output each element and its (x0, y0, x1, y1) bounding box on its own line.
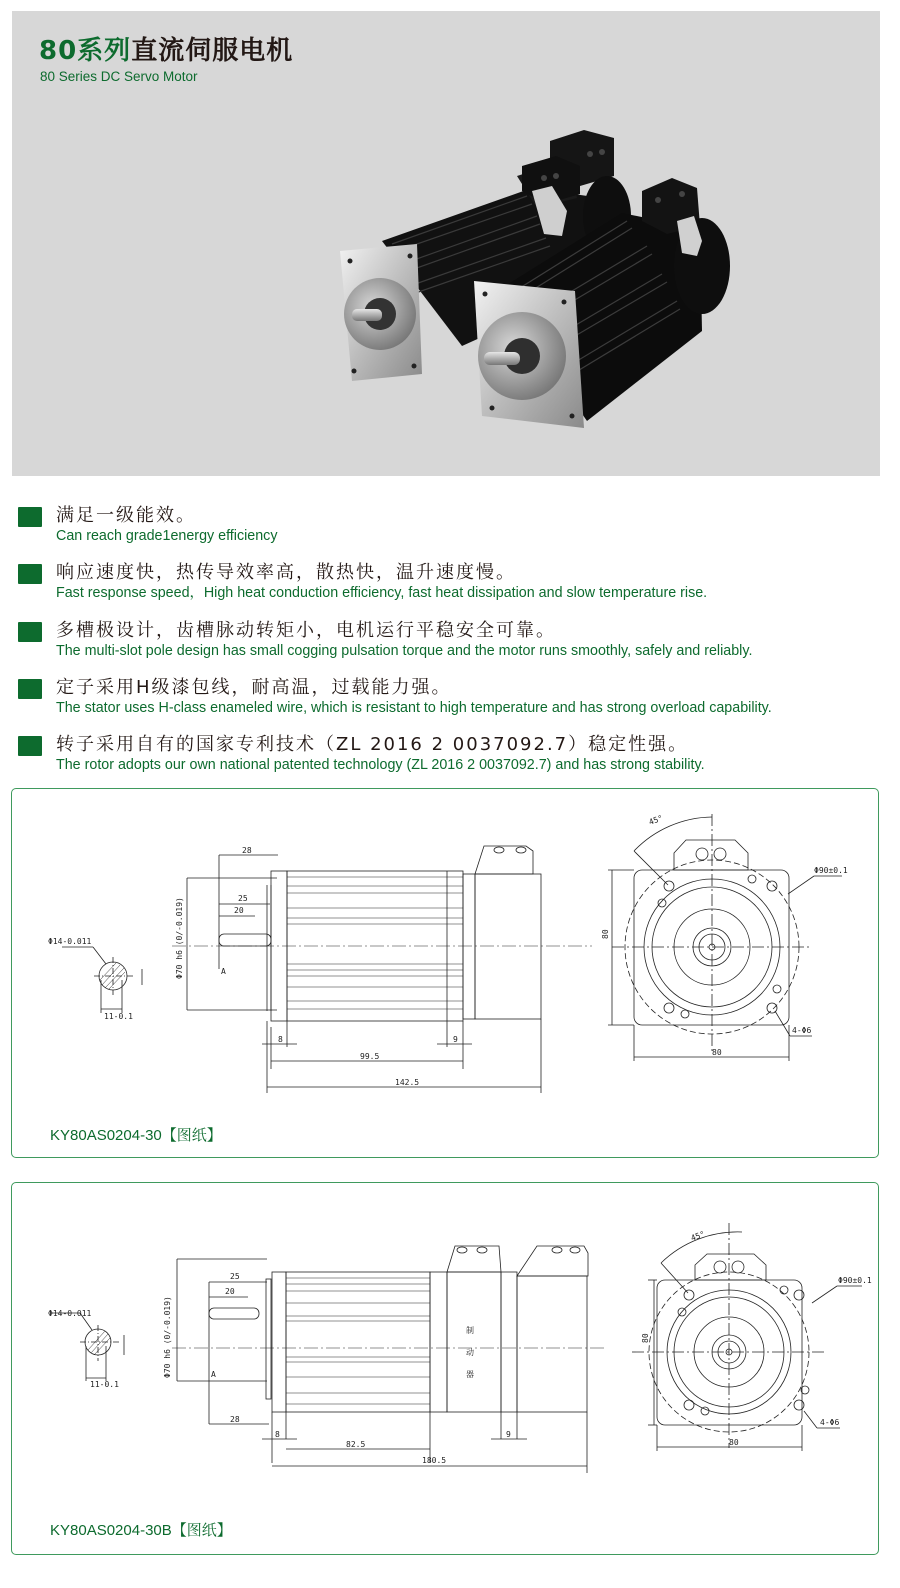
title-accent: 80系列 (39, 36, 132, 66)
svg-text:80: 80 (601, 929, 610, 939)
svg-text:80: 80 (712, 1048, 722, 1057)
svg-text:9: 9 (453, 1035, 458, 1044)
feature-item (18, 732, 888, 789)
svg-text:11-0.1: 11-0.1 (90, 1380, 119, 1389)
feature-en: Can reach grade1energy efficiency (56, 528, 278, 544)
feature-list (18, 503, 888, 789)
green-square-bullet-icon (18, 564, 42, 584)
shaft-cross-section (62, 947, 142, 1013)
drawing-card-ky80as0204-30b (11, 1182, 879, 1555)
svg-text:180.5: 180.5 (422, 1456, 447, 1465)
shaft-cross-section (50, 1313, 124, 1381)
side-view (172, 846, 592, 1093)
page-subtitle: 80 Series DC Servo Motor (40, 69, 198, 84)
svg-text:Φ90±0.1: Φ90±0.1 (838, 1276, 872, 1285)
svg-text:28: 28 (230, 1415, 240, 1424)
svg-text:20: 20 (225, 1287, 235, 1296)
feature-cn: 定子采用H级漆包线，耐高温，过载能力强。 (56, 676, 452, 698)
drawing-label: 【图纸】 (171, 1522, 232, 1539)
green-square-bullet-icon (18, 622, 42, 642)
svg-text:9: 9 (506, 1430, 511, 1439)
page-title (39, 36, 293, 66)
svg-text:Φ14-0.011: Φ14-0.011 (48, 1309, 92, 1318)
feature-item (18, 675, 888, 732)
feature-en: The stator uses H-class enameled wire, which is resistant to high temperature and has strong overload capability. (56, 699, 772, 716)
green-square-bullet-icon (18, 507, 42, 527)
product-photo (322, 116, 762, 446)
svg-text:A: A (211, 1370, 216, 1379)
feature-item (18, 503, 888, 560)
feature-cn: 满足一级能效。 (56, 505, 196, 526)
svg-text:20: 20 (234, 906, 244, 915)
svg-text:142.5: 142.5 (395, 1078, 420, 1087)
feature-en: The multi-slot pole design has small cogging pulsation torque and the motor runs smoothly, safely and reliably. (56, 642, 753, 659)
green-square-bullet-icon (18, 679, 42, 699)
model-number: KY80AS0204-30 (50, 1127, 162, 1144)
green-square-bullet-icon (18, 736, 42, 756)
technical-drawing (12, 789, 880, 1129)
title-main: 直流伺服电机 (131, 36, 294, 66)
drawing-card-ky80as0204-30 (11, 788, 879, 1158)
svg-text:8: 8 (275, 1430, 280, 1439)
svg-text:Φ90±0.1: Φ90±0.1 (814, 866, 848, 875)
svg-text:45°: 45° (647, 813, 665, 827)
svg-text:4-Φ6: 4-Φ6 (820, 1418, 840, 1427)
feature-item (18, 560, 888, 617)
svg-text:82.5: 82.5 (346, 1440, 366, 1449)
svg-text:25: 25 (230, 1272, 240, 1281)
svg-text:A: A (221, 967, 226, 976)
brake-label-3: 器 (466, 1370, 474, 1379)
svg-text:8: 8 (278, 1035, 283, 1044)
svg-text:45°: 45° (689, 1229, 707, 1243)
drawing-caption (50, 1519, 232, 1540)
feature-cn: 多槽极设计，齿槽脉动转矩小，电机运行平稳安全可靠。 (56, 619, 556, 641)
svg-text:80: 80 (641, 1333, 650, 1343)
drawing-caption (50, 1124, 222, 1145)
feature-en: Fast response speed，High heat conduction efficiency, fast heat dissipation and slow temperature rise. (56, 585, 708, 602)
technical-drawing (12, 1183, 880, 1523)
brake-label-2: 动 (466, 1348, 474, 1357)
svg-text:Φ70 h6 (0/-0.019): Φ70 h6 (0/-0.019) (175, 897, 184, 979)
svg-text:25: 25 (238, 894, 248, 903)
model-number: KY80AS0204-30B (50, 1522, 172, 1539)
feature-cn: 转子采用自有的国家专利技术（ZL 2016 2 0037092.7）稳定性强。 (56, 734, 689, 756)
hero-banner (12, 11, 880, 476)
shaft-dia-label: Φ14-0.011 (48, 937, 92, 946)
front-view (632, 1223, 862, 1451)
svg-text:Φ70 h6 (0/-0.019): Φ70 h6 (0/-0.019) (163, 1296, 172, 1378)
svg-text:11-0.1: 11-0.1 (104, 1012, 133, 1021)
drawing-label: 【图纸】 (161, 1127, 222, 1144)
brake-label-1: 制 (466, 1326, 474, 1335)
svg-text:28: 28 (242, 846, 252, 855)
front-view (608, 814, 842, 1061)
feature-cn: 响应速度快，热传导效率高，散热快，温升速度慢。 (56, 562, 516, 584)
feature-en: The rotor adopts our own national patented technology (ZL 2016 2 0037092.7) and has strong stability. (56, 757, 705, 774)
svg-text:99.5: 99.5 (360, 1052, 380, 1061)
feature-item (18, 618, 888, 675)
svg-text:80: 80 (729, 1438, 739, 1447)
svg-text:4-Φ6: 4-Φ6 (792, 1026, 812, 1035)
